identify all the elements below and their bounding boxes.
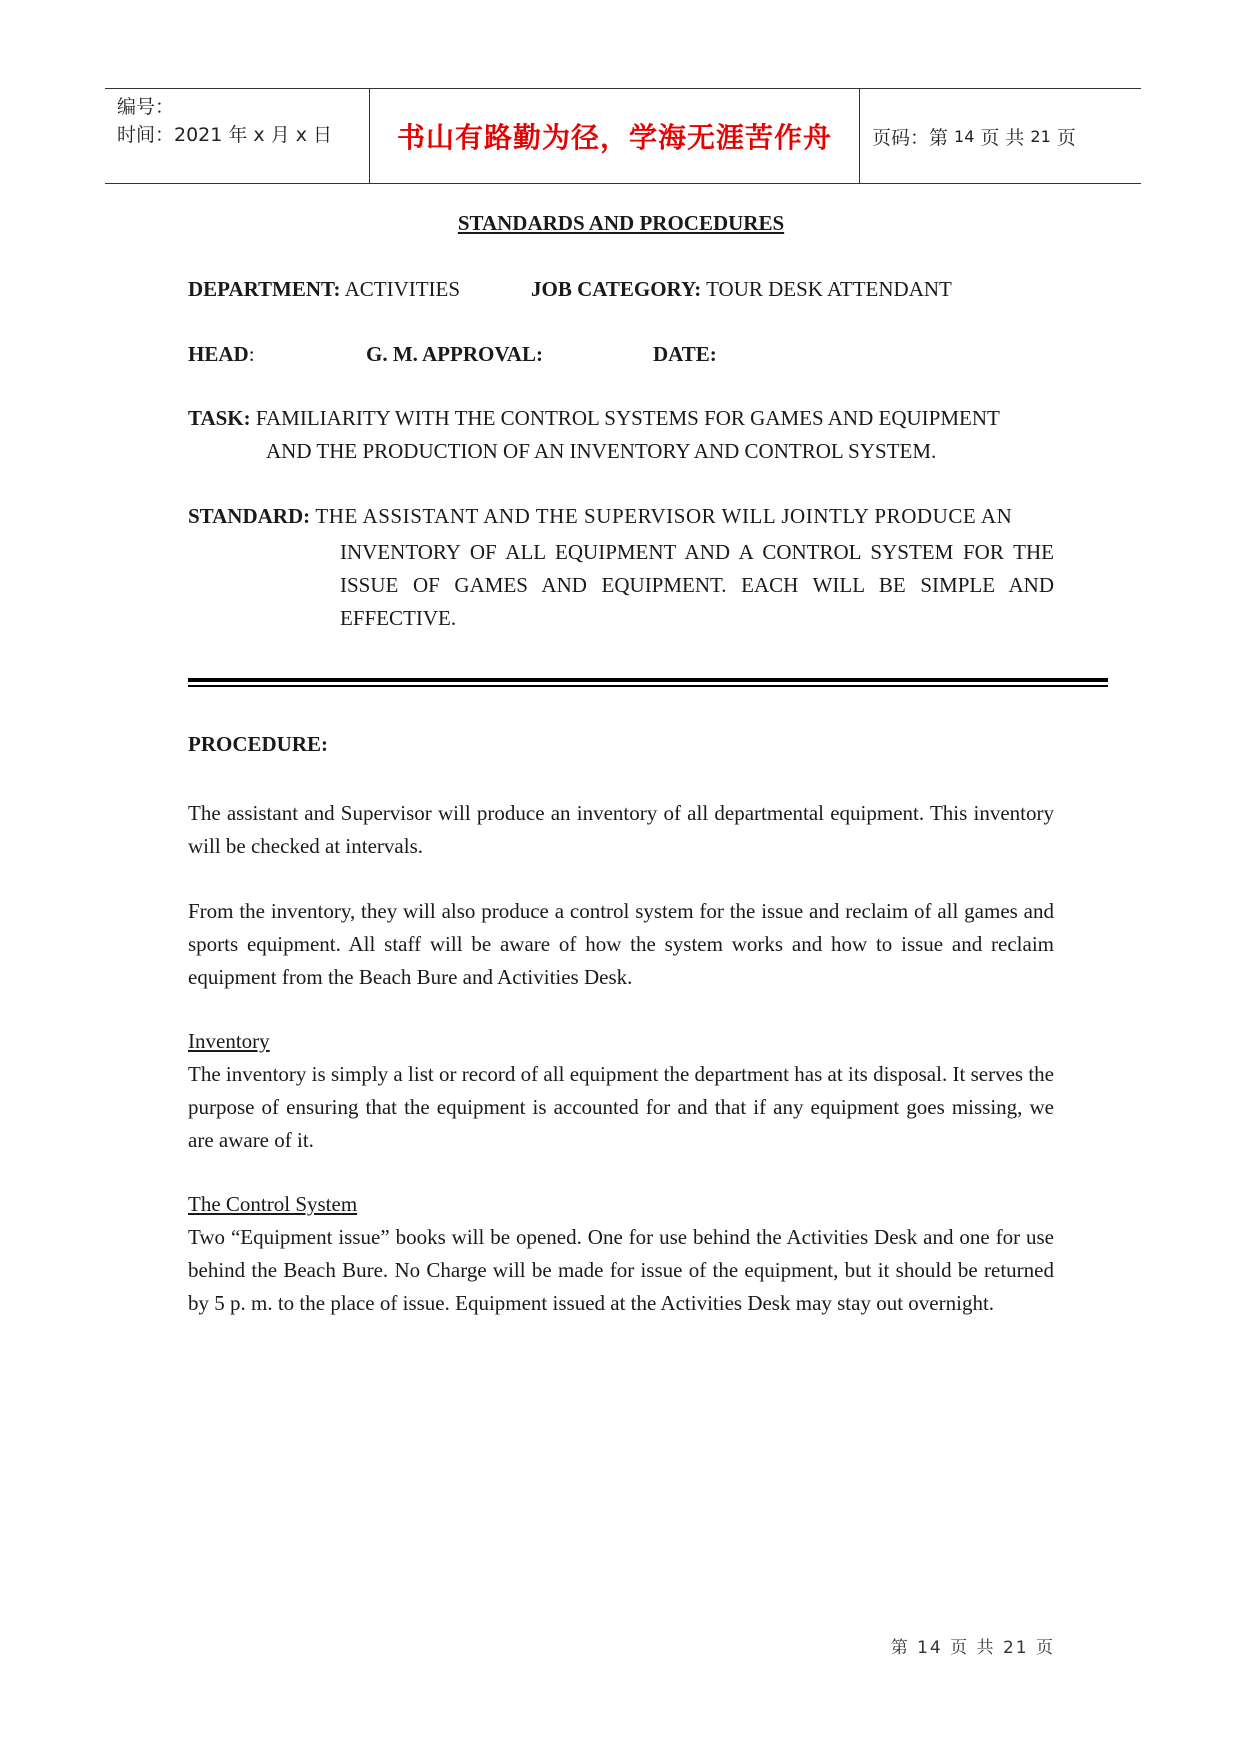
head-colon: :	[248, 342, 255, 366]
footer-middle: 页 共	[950, 1638, 996, 1658]
control-system-section	[188, 1188, 1054, 1320]
job-category-label: JOB CATEGORY:	[531, 277, 702, 301]
inventory-text: The inventory is simply a list or record of all equipment the department has at its disposal. It serves the purpose of ensuring that the equipment is accounted for and that if any equipment goes missing, we are aware of it.	[188, 1062, 1054, 1152]
header-page-prefix: 页码：第	[872, 126, 949, 149]
task-label: TASK:	[188, 406, 251, 430]
procedure-heading: PROCEDURE:	[188, 732, 328, 756]
inventory-heading: Inventory	[188, 1029, 270, 1053]
task-text-line2: AND THE PRODUCTION OF AN INVENTORY AND CONTROL SYSTEM.	[266, 439, 937, 463]
footer-suffix: 页	[1036, 1638, 1055, 1658]
standard-label: STANDARD:	[188, 504, 311, 528]
gm-approval-label: G. M. APPROVAL:	[366, 342, 543, 366]
header-motto: 书山有路勤为径，学海无涯苦作舟	[396, 121, 832, 154]
header-page-total: 21	[1030, 126, 1051, 146]
page-header	[105, 88, 1141, 184]
department-label: DEPARTMENT:	[188, 277, 341, 301]
department-value: ACTIVITIES	[344, 277, 461, 301]
job-category-row	[531, 277, 952, 302]
procedure-paragraph-1: The assistant and Supervisor will produce an inventory of all departmental equipment. This inventory will be checked at intervals.	[188, 801, 1054, 858]
footer-page-number: 14	[917, 1638, 943, 1658]
task-text-line1: FAMILIARITY WITH THE CONTROL SYSTEMS FOR GAMES AND EQUIPMENT	[255, 406, 1000, 430]
document-title: STANDARDS AND PROCEDURES	[457, 211, 785, 235]
double-rule-top	[188, 678, 1108, 682]
header-motto-cell	[370, 89, 860, 183]
footer-prefix: 第	[890, 1638, 910, 1658]
job-category-value: TOUR DESK ATTENDANT	[706, 277, 952, 301]
task-line-1	[188, 406, 1000, 431]
standard-text-rest: INVENTORY OF ALL EQUIPMENT AND A CONTROL SYSTEM FOR THE ISSUE OF GAMES AND EQUIPMENT. EACH WILL BE SIMPLE AND EFFECTIVE.	[340, 540, 1054, 630]
head-field	[188, 342, 255, 367]
inventory-section	[188, 1025, 1054, 1157]
header-page-middle: 页 共	[980, 126, 1025, 149]
standard-text-line1: THE ASSISTANT AND THE SUPERVISOR WILL JOINTLY PRODUCE AN	[315, 504, 1013, 528]
time-label: 时间：2021 年 x 月 x 日	[117, 124, 333, 146]
page-footer	[880, 1633, 1055, 1658]
control-system-text: Two “Equipment issue” books will be opened. One for use behind the Activities Desk and one for use behind the Beach Bure. No Charge will be made for issue of the equipment, but it should be returned by 5 p. m. to the place of issue. Equipment issued at the Activities Desk may stay out overnight.	[188, 1225, 1054, 1315]
double-rule-bottom	[188, 685, 1108, 687]
procedure-paragraph-2: From the inventory, they will also produce a control system for the issue and reclaim of all games and sports equipment. All staff will be aware of how the system works and how to issue and reclaim equipment from the Beach Bure and Activities Desk.	[188, 899, 1054, 989]
footer-total: 21	[1002, 1638, 1029, 1658]
header-page-suffix: 页	[1056, 126, 1076, 149]
date-label: DATE:	[653, 342, 717, 366]
header-page-number: 14	[954, 126, 975, 146]
header-page-cell	[860, 89, 1141, 183]
serial-label: 编号：	[117, 96, 175, 118]
standard-line-1	[188, 504, 1012, 529]
head-label: HEAD	[188, 342, 249, 366]
header-left-cell	[105, 89, 370, 183]
department-row	[188, 277, 460, 302]
control-system-heading: The Control System	[188, 1192, 358, 1216]
